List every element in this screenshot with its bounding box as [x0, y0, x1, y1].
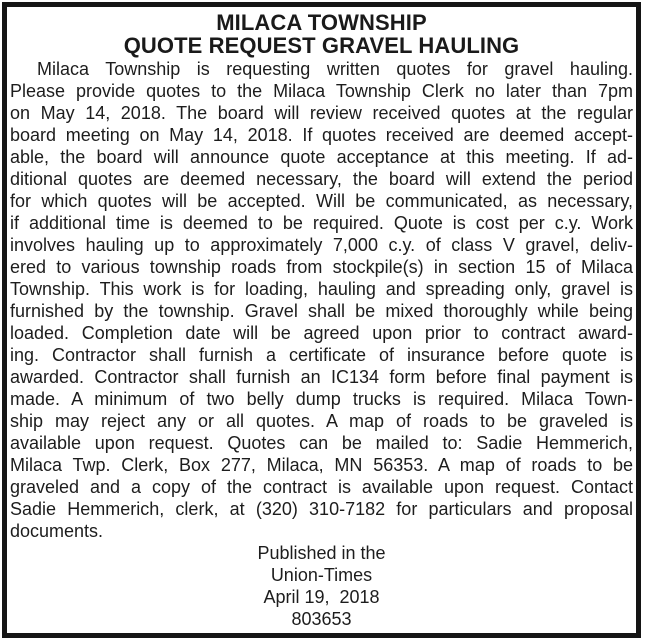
notice-border-frame: [2, 2, 641, 638]
footer-line: Published in the: [257, 543, 386, 563]
notice-footer: [10, 542, 633, 630]
body-line: if additional time is deemed to be required. Quote is cost per c.y. Work: [10, 213, 633, 233]
body-line: able, the board will announce quote acceptance at this meeting. If ad-: [10, 147, 633, 167]
body-line: made. A minimum of two belly dump trucks is required. Milaca Town-: [10, 389, 633, 409]
footer-line: Union-Times: [270, 565, 373, 585]
body-line: on May 14, 2018. The board will review received quotes at the regular: [10, 103, 633, 123]
body-line: ditional quotes are deemed necessary, the board will extend the period: [10, 169, 633, 189]
body-line: for which quotes will be accepted. Will be communicated, as necessary,: [10, 191, 633, 211]
body-line: Milaca Township is requesting written quotes for gravel hauling.: [37, 59, 633, 79]
body-line: involves hauling up to approximately 7,000 c.y. of class V gravel, deliv-: [10, 235, 633, 255]
footer-line: 803653: [291, 609, 352, 629]
body-line: documents.: [10, 521, 104, 541]
notice-title: [10, 11, 633, 57]
body-line: Township. This work is for loading, hauling and spreading only, gravel is: [10, 279, 633, 299]
body-line: awarded. Contractor shall furnish an IC134 form before final payment is: [10, 367, 633, 387]
notice-body: [10, 58, 633, 542]
body-line: ship may reject any or all quotes. A map of roads to be graveled is: [10, 411, 633, 431]
body-line: loaded. Completion date will be agreed upon prior to contract award-: [10, 323, 633, 343]
body-line: Sadie Hemmerich, clerk, at (320) 310-7182 for particulars and proposal: [10, 499, 633, 519]
body-line: available upon request. Quotes can be mailed to: Sadie Hemmerich,: [10, 433, 633, 453]
body-line: ered to various township roads from stockpile(s) in section 15 of Milaca: [10, 257, 633, 277]
body-line: ing. Contractor shall furnish a certificate of insurance before quote is: [10, 345, 633, 365]
notice-title-line-2: QUOTE REQUEST GRAVEL HAULING: [123, 33, 520, 58]
footer-line: April 19, 2018: [263, 587, 380, 607]
body-line: board meeting on May 14, 2018. If quotes received are deemed accept-: [10, 125, 633, 145]
body-line: graveled and a copy of the contract is available upon request. Contact: [10, 477, 633, 497]
body-line: Please provide quotes to the Milaca Township Clerk no later than 7pm: [10, 81, 633, 101]
notice-title-line-1: MILACA TOWNSHIP: [216, 10, 427, 35]
body-line: furnished by the township. Gravel shall be mixed thoroughly while being: [10, 301, 633, 321]
body-line: Milaca Twp. Clerk, Box 277, Milaca, MN 56353. A map of roads to be: [10, 455, 633, 475]
